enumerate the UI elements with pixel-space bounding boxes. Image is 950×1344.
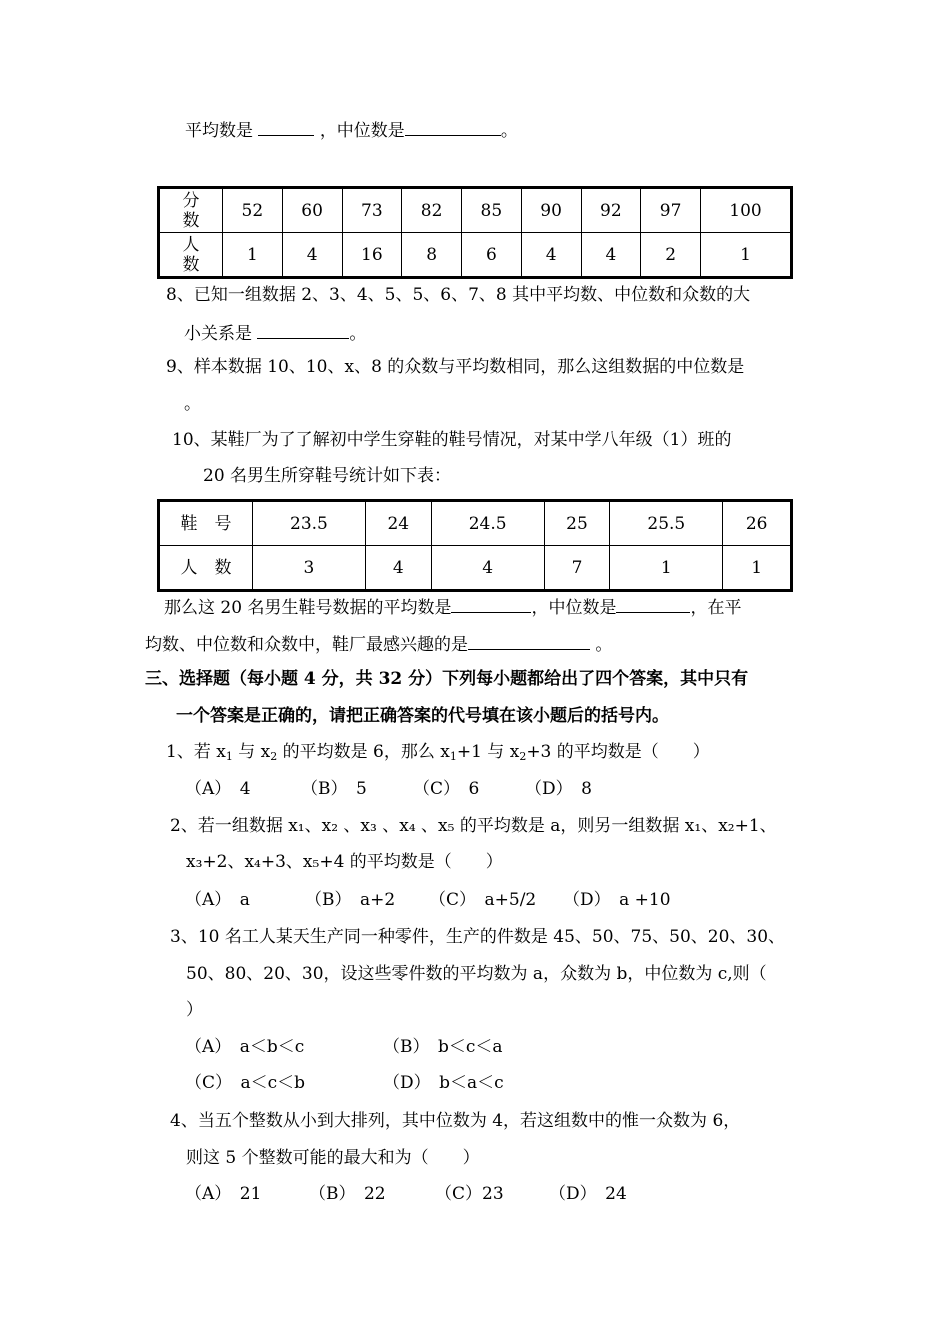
c3-question-line2: 50、80、20、30，设这些零件数的平均数为 a，众数为 b，中位数为 c,则（: [186, 964, 767, 984]
option-d[interactable]: （D） 24: [549, 1184, 627, 1204]
shoe-table: [157, 499, 793, 592]
score-table: [157, 186, 793, 279]
q10-line2: 20 名男生所穿鞋号统计如下表：: [203, 466, 452, 486]
score-cell: 100: [701, 188, 792, 233]
size-cell: 25.5: [610, 501, 723, 546]
top-line: 平均数是 ，中位数是 。: [185, 117, 518, 143]
count-cell: 1: [223, 233, 283, 278]
count-cell: 4: [581, 233, 641, 278]
size-row: [159, 501, 792, 546]
option-c[interactable]: （C） 6: [413, 779, 480, 799]
option-d[interactable]: （D） a +10: [563, 890, 671, 910]
option-a[interactable]: （A） 21: [185, 1184, 262, 1204]
c3-question-line1: 3、10 名工人某天生产同一种零件，生产的件数是 45、50、75、50、20、30、: [170, 927, 786, 947]
size-cell: 25: [544, 501, 610, 546]
row-label-score: 分 数: [159, 188, 223, 233]
size-cell: 23.5: [253, 501, 366, 546]
score-cell: 85: [462, 188, 522, 233]
shoe-count-cell: 4: [365, 546, 431, 591]
c2-question-line1: 2、若一组数据 x₁、x₂ 、x₃ 、x₄ 、x₅ 的平均数是 a，则另一组数据 x₁、x₂+1、: [170, 816, 777, 836]
row-label-size: 鞋 号: [159, 501, 253, 546]
option-a[interactable]: （A） a: [185, 890, 250, 910]
score-cell: 60: [282, 188, 342, 233]
q8-line2: 小关系是 。: [184, 320, 366, 346]
count-cell: 16: [342, 233, 402, 278]
q9-line1: 9、样本数据 10、10、x、8 的众数与平均数相同，那么这组数据的中位数是: [166, 357, 745, 377]
score-cell: 52: [223, 188, 283, 233]
blank-q8[interactable]: [257, 320, 349, 339]
shoe-count-row: [159, 546, 792, 591]
q10-after-line2: 均数、中位数和众数中，鞋厂最感兴趣的是 。: [145, 631, 612, 657]
q10-after-line1: 那么这 20 名男生鞋号数据的平均数是 ，中位数是 ，在平: [164, 594, 741, 620]
c1-question: 1、若 $x_1$ 与 $x_2$ 的平均数是 6，那么 $x_1+1$ 与 $x_2+3$ 的平均数是（ ）: [166, 742, 710, 763]
c3-question-line3: ）: [186, 1000, 203, 1020]
option-b[interactable]: （B） 22: [309, 1184, 386, 1204]
shoe-count-cell: 7: [544, 546, 610, 591]
shoe-count-cell: 1: [610, 546, 723, 591]
option-c[interactable]: （C） a＜c＜b: [185, 1073, 306, 1093]
option-a[interactable]: （A） 4: [185, 779, 251, 799]
size-cell: 24.5: [431, 501, 544, 546]
option-b[interactable]: （B） 5: [301, 779, 367, 799]
section3-heading: 三、选择题（每小题 4 分，共 32 分）下列每小题都给出了四个答案，其中只有: [145, 669, 749, 689]
q10-line1: 10、某鞋厂为了了解初中学生穿鞋的鞋号情况，对某中学八年级（1）班的: [172, 430, 732, 450]
size-cell: 24: [365, 501, 431, 546]
count-cell: 8: [402, 233, 462, 278]
c4-question-line1: 4、当五个整数从小到大排列，其中位数为 4，若这组数中的惟一众数为 6，: [170, 1111, 741, 1131]
option-d[interactable]: （D） 8: [525, 779, 592, 799]
blank-q10-median[interactable]: [616, 594, 690, 613]
count-cell: 6: [462, 233, 522, 278]
section3-heading-line2: 一个答案是正确的，请把正确答案的代号填在该小题后的括号内。: [176, 706, 669, 726]
c3-options-row2: [185, 1071, 504, 1095]
c3-options-row1: [185, 1035, 503, 1059]
shoe-count-cell: 4: [431, 546, 544, 591]
q8-line1: 8、已知一组数据 2、3、4、5、5、6、7、8 其中平均数、中位数和众数的大: [166, 285, 751, 305]
blank-mean[interactable]: [258, 117, 314, 136]
count-cell: 4: [521, 233, 581, 278]
size-cell: 26: [723, 501, 792, 546]
count-cell: 4: [282, 233, 342, 278]
c4-options: [185, 1182, 627, 1206]
c2-question-line2: x₃+2、x₄+3、x₅+4 的平均数是（ ）: [186, 852, 503, 872]
score-cell: 97: [641, 188, 701, 233]
c2-options: [185, 888, 671, 912]
blank-q10-mean[interactable]: [451, 594, 531, 613]
score-cell: 90: [521, 188, 581, 233]
score-cell: 92: [581, 188, 641, 233]
q9-line2: 。: [184, 394, 201, 414]
blank-median[interactable]: [405, 117, 501, 136]
count-cell: 1: [701, 233, 792, 278]
option-c[interactable]: （C） a+5/2: [429, 890, 537, 910]
option-d[interactable]: （D） b＜a＜c: [383, 1073, 504, 1093]
shoe-count-cell: 1: [723, 546, 792, 591]
score-cell: 82: [402, 188, 462, 233]
option-a[interactable]: （A） a＜b＜c: [185, 1037, 305, 1057]
c4-question-line2: 则这 5 个整数可能的最大和为（ ）: [186, 1148, 480, 1168]
option-b[interactable]: （B） a+2: [305, 890, 396, 910]
count-cell: 2: [641, 233, 701, 278]
row-label-count: 人 数: [159, 233, 223, 278]
count-row: [159, 233, 792, 278]
blank-q10-interest[interactable]: [468, 631, 590, 650]
option-b[interactable]: （B） b＜c＜a: [383, 1037, 503, 1057]
option-c[interactable]: （C）23: [435, 1184, 504, 1204]
row-label-people: 人 数: [159, 546, 253, 591]
c1-options: [185, 777, 592, 801]
shoe-count-cell: 3: [253, 546, 366, 591]
score-row: [159, 188, 792, 233]
score-cell: 73: [342, 188, 402, 233]
